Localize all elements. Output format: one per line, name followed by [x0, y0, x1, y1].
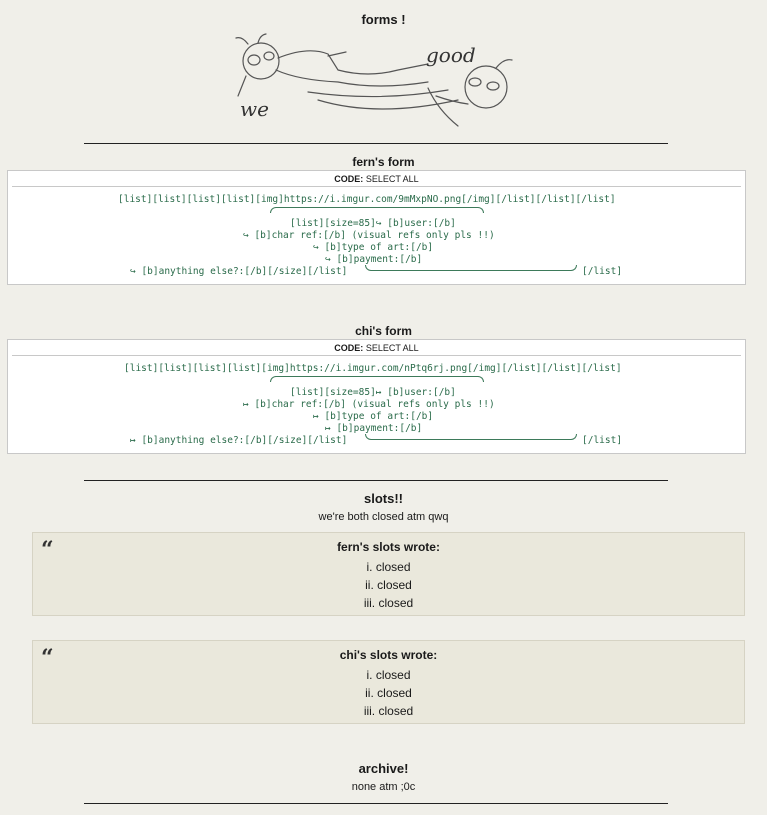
slot-status: closed: [377, 686, 412, 700]
chi-form-codebox: [7, 339, 746, 454]
fern-slots-quote: [32, 532, 745, 616]
code-line: ↦ [b]type of art:[/b]: [313, 411, 434, 422]
code-line: [list][list][list][list][img]https://i.imgur.com/nPtq6rj.png[/img][/list][/list][/list]: [124, 363, 622, 374]
code-header: [12, 340, 741, 356]
quote-title: fern's slots wrote:: [337, 540, 440, 554]
code-line: ↪ [b]type of art:[/b]: [313, 242, 434, 253]
code-label: CODE:: [334, 174, 364, 184]
slot-number: iii.: [363, 596, 376, 610]
code-bracket-top: [270, 376, 484, 382]
archive-subtitle: none atm ;0c: [351, 781, 416, 793]
right-creature-head: [465, 66, 507, 108]
quote-icon: “: [41, 537, 54, 563]
slots-subtitle: we're both closed atm qwq: [318, 511, 449, 523]
slot-item: [33, 666, 744, 684]
slot-status: closed: [375, 560, 411, 574]
slot-number: i.: [366, 668, 373, 682]
chi-form-heading: chi's form: [355, 324, 412, 338]
slot-list: [33, 558, 744, 612]
code-bracket-bottom: [365, 434, 577, 440]
slots-heading: slots!!: [364, 491, 403, 506]
code-line: ↪ [b]anything else?:[/b][/size][/list]: [130, 266, 348, 277]
select-all-button[interactable]: SELECT ALL: [365, 343, 419, 353]
code-line: ↦ [b]char ref:[/b] (visual refs only pls !!): [243, 399, 495, 410]
code-line: [list][size=85]↪ [b]user:[/b]: [290, 218, 456, 229]
chi-slots-quote: [32, 640, 745, 724]
slot-status: closed: [375, 668, 411, 682]
code-line: [list][size=85]↦ [b]user:[/b]: [290, 387, 456, 398]
quote-title: chi's slots wrote:: [339, 648, 438, 662]
doodle-text-we: we: [240, 97, 269, 121]
slot-number: iii.: [363, 704, 376, 718]
slot-status: closed: [378, 596, 414, 610]
archive-heading: archive!: [358, 761, 409, 776]
divider: [84, 143, 668, 144]
slot-item: [33, 702, 744, 720]
doodle-illustration: [228, 30, 528, 132]
forms-heading: forms !: [361, 12, 406, 27]
code-label: CODE:: [334, 343, 364, 353]
code-block[interactable]: [8, 356, 745, 452]
code-bracket-bottom: [365, 265, 577, 271]
select-all-button[interactable]: SELECT ALL: [365, 174, 419, 184]
code-line: ↦ [b]anything else?:[/b][/size][/list]: [130, 435, 348, 446]
slot-number: ii.: [365, 578, 374, 592]
code-line: [/list]: [582, 435, 623, 446]
code-block[interactable]: [8, 187, 745, 283]
slot-item: [33, 576, 744, 594]
slot-item: [33, 684, 744, 702]
slot-status: closed: [377, 578, 412, 592]
code-line: ↪ [b]payment:[/b]: [325, 254, 423, 265]
slot-list: [33, 666, 744, 720]
code-line: [/list]: [582, 266, 623, 277]
slot-status: closed: [378, 704, 414, 718]
code-line: ↪ [b]char ref:[/b] (visual refs only pls !!): [243, 230, 495, 241]
fern-form-codebox: [7, 170, 746, 285]
divider: [84, 480, 668, 481]
slot-item: [33, 558, 744, 576]
slot-item: [33, 594, 744, 612]
doodle-text-good: good: [426, 43, 476, 67]
slot-number: i.: [366, 560, 373, 574]
divider: [84, 803, 668, 804]
code-line: ↦ [b]payment:[/b]: [325, 423, 423, 434]
code-header: [12, 171, 741, 187]
slot-number: ii.: [365, 686, 374, 700]
quote-icon: “: [41, 645, 54, 671]
fern-form-heading: fern's form: [352, 155, 415, 169]
code-line: [list][list][list][list][img]https://i.imgur.com/9mMxpNO.png[/img][/list][/list][/list]: [118, 194, 616, 205]
code-bracket-top: [270, 207, 484, 213]
